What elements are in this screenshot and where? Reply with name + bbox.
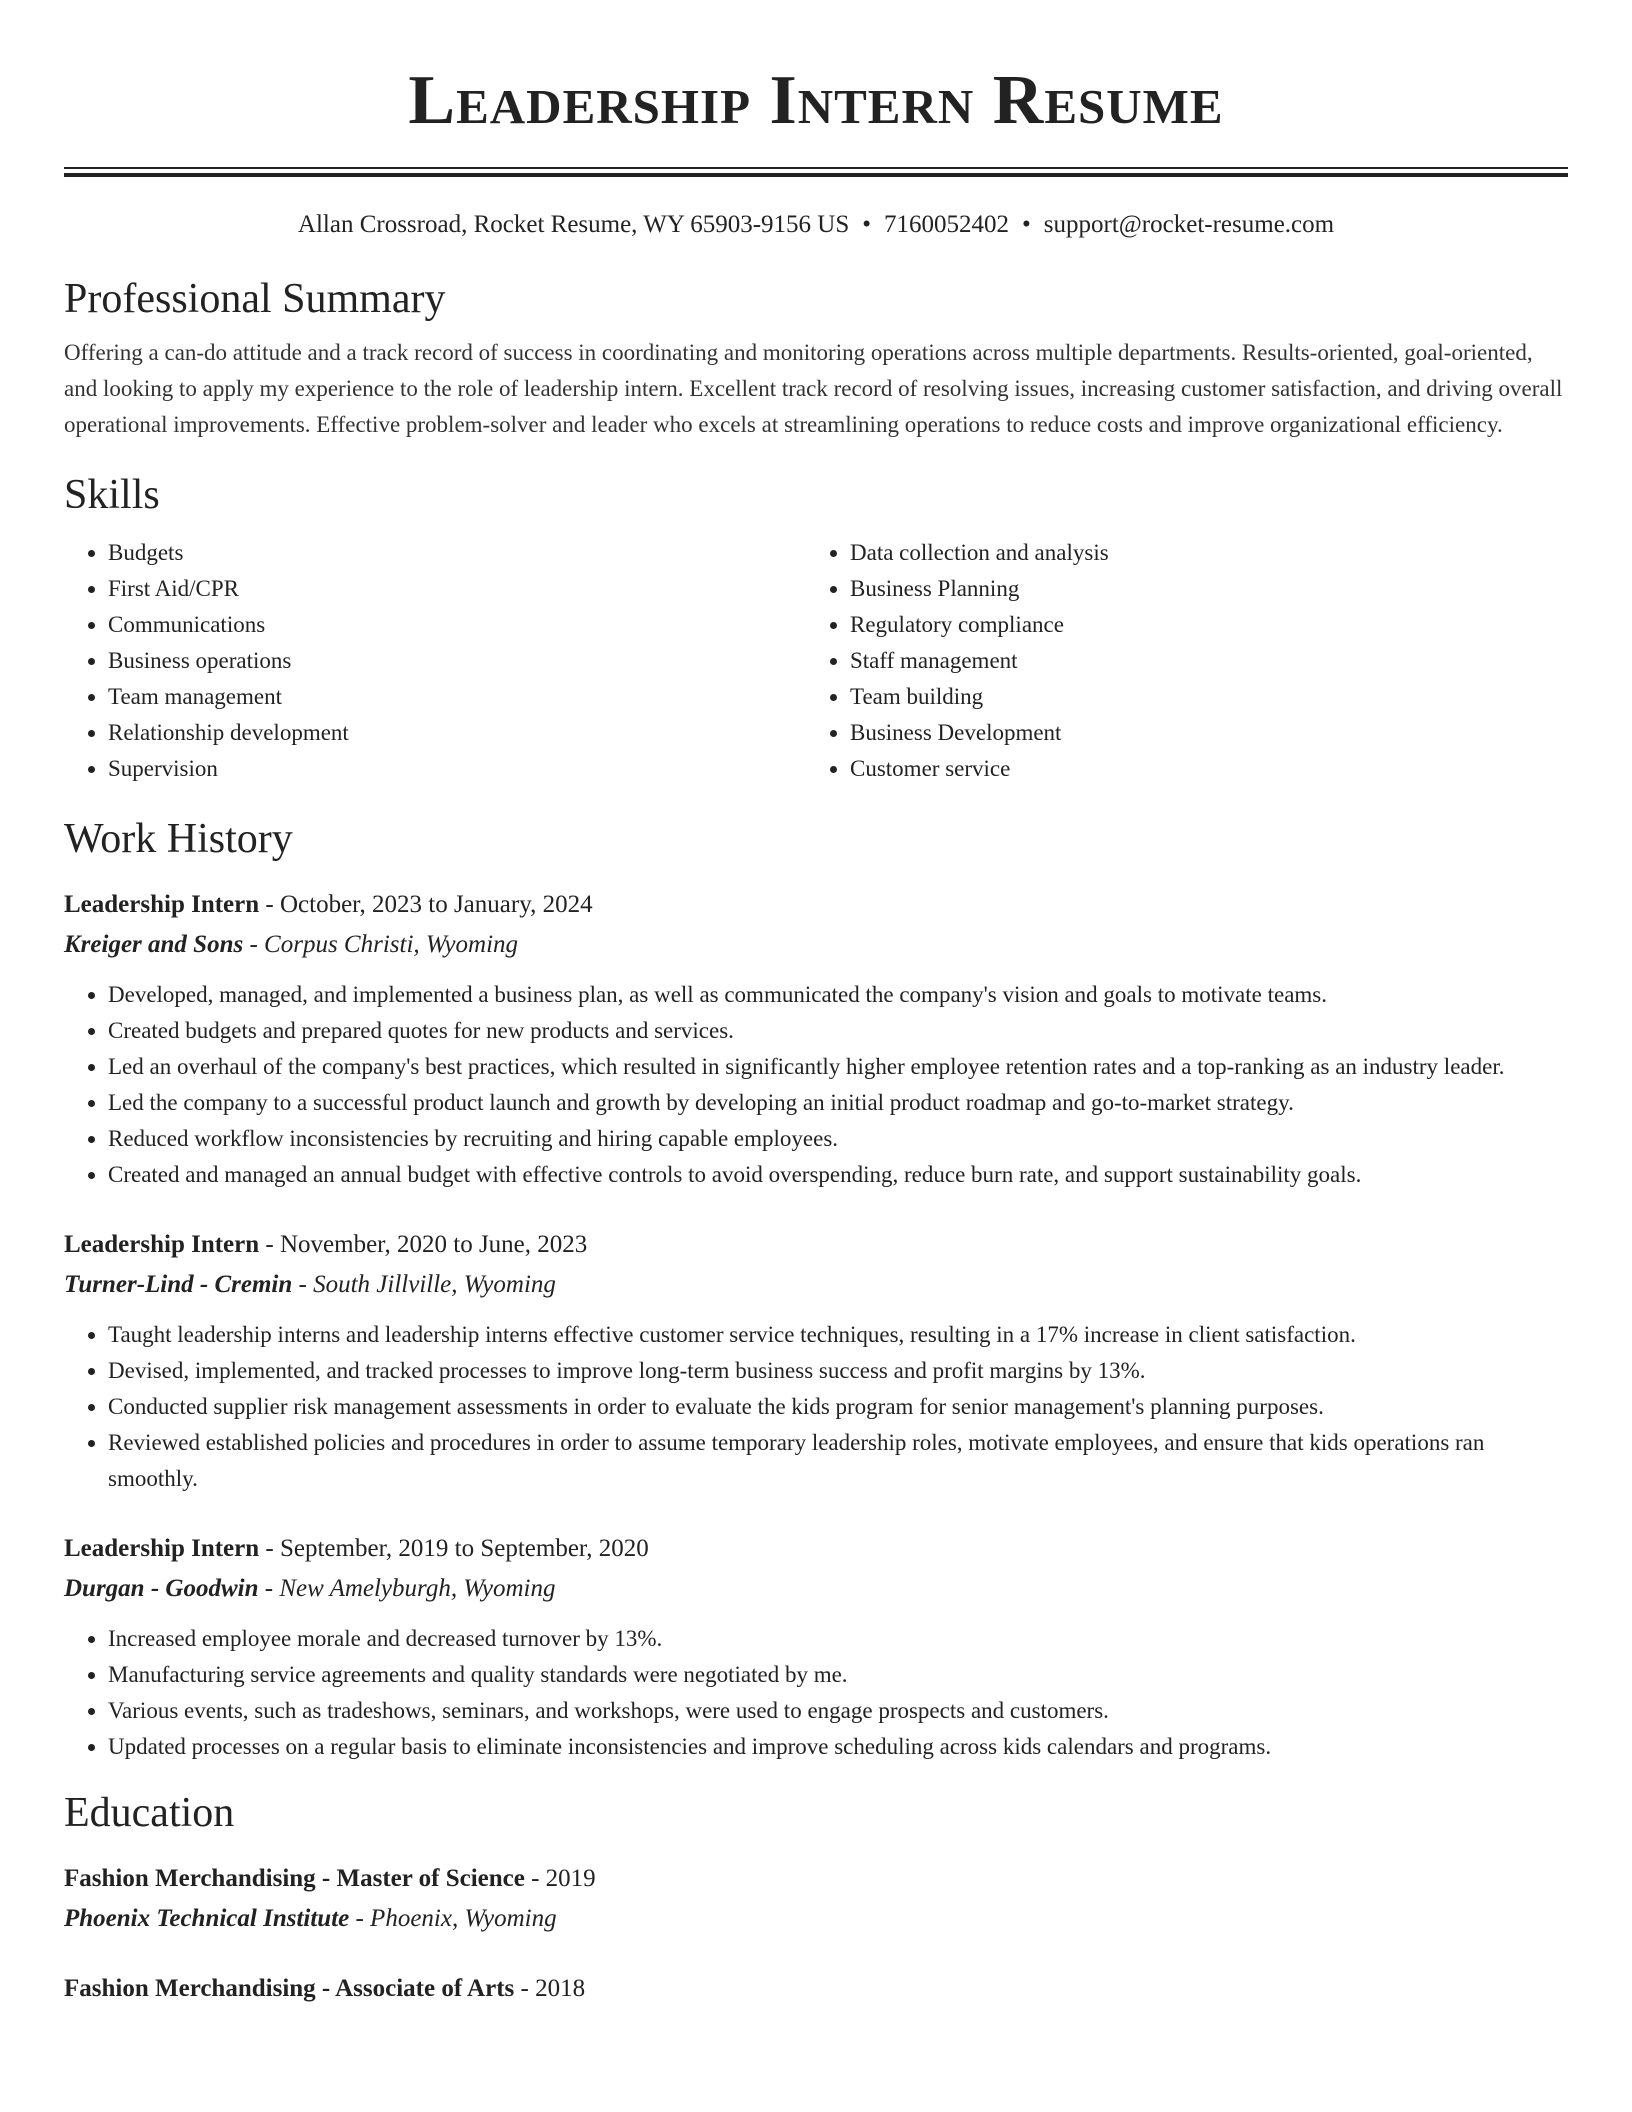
degree-line <box>64 1969 1568 2009</box>
company-name: Turner-Lind - Cremin <box>64 1271 293 1298</box>
job-bullet: • Led the company to a successful product launch and growth by developing an initial product roadmap and go-to-market strategy. <box>108 1085 1568 1121</box>
summary-heading: Professional Summary <box>64 276 446 322</box>
skill-item: • Team management <box>108 679 806 715</box>
job-bullets <box>64 1621 1568 1765</box>
skill-item: • Relationship development <box>108 715 806 751</box>
job-entry <box>64 1529 1568 1765</box>
school-name: Phoenix Technical Institute <box>64 1905 350 1932</box>
skill-item: • Business Planning <box>850 571 1548 607</box>
title-divider <box>64 167 1568 177</box>
job-title-line <box>64 885 1568 925</box>
degree-year: - 2019 <box>524 1865 596 1892</box>
job-bullet: • Manufacturing service agreements and quality standards were negotiated by me. <box>108 1657 1568 1693</box>
job-bullet: • Created and managed an annual budget with effective controls to avoid overspending, reduce burn rate, and support sustainability goals. <box>108 1157 1568 1193</box>
job-bullet: • Taught leadership interns and leadership interns effective customer service techniques, resulting in a 17% increase in client satisfaction. <box>108 1317 1568 1353</box>
contact-email: support@rocket-resume.com <box>1043 211 1335 238</box>
job-bullet: • Developed, managed, and implemented a business plan, as well as communicated the company's vision and goals to motivate teams. <box>108 977 1568 1013</box>
job-title: Leadership Intern <box>64 891 260 918</box>
job-title: Leadership Intern <box>64 1535 260 1562</box>
job-title-line <box>64 1225 1568 1265</box>
company-name: Durgan - Goodwin <box>64 1575 259 1602</box>
page-title: Leadership Intern Resume <box>408 62 1224 139</box>
skill-item: • Customer service <box>850 751 1548 787</box>
skill-item: • Regulatory compliance <box>850 607 1548 643</box>
work-history-heading: Work History <box>64 816 293 862</box>
job-dates: - September, 2019 to September, 2020 <box>259 1535 649 1562</box>
company-location: - South Jillville, Wyoming <box>292 1271 556 1298</box>
contact-address: Allan Crossroad, Rocket Resume, WY 65903-9156 US <box>297 211 850 238</box>
company-location: - Corpus Christi, Wyoming <box>243 931 519 958</box>
job-dates: - October, 2023 to January, 2024 <box>259 891 593 918</box>
job-bullets <box>64 1317 1568 1497</box>
education-heading: Education <box>64 1790 235 1836</box>
degree-name: Fashion Merchandising - Master of Science <box>64 1865 525 1892</box>
company-line <box>64 1569 1568 1609</box>
contact-separator: • <box>862 211 872 238</box>
job-title-line <box>64 1529 1568 1569</box>
job-bullet: • Updated processes on a regular basis to eliminate inconsistencies and improve scheduling across kids calendars and programs. <box>108 1729 1568 1765</box>
skill-item: • Business operations <box>108 643 806 679</box>
company-name: Kreiger and Sons <box>64 931 244 958</box>
job-entry <box>64 1225 1568 1497</box>
skills-column-right <box>806 535 1548 787</box>
skill-item: • Business Development <box>850 715 1548 751</box>
contact-line <box>64 209 1568 241</box>
job-bullet: • Various events, such as tradeshows, seminars, and workshops, were used to engage prospects and customers. <box>108 1693 1568 1729</box>
contact-phone: 7160052402 <box>884 211 1010 238</box>
skill-item: • First Aid/CPR <box>108 571 806 607</box>
skill-item: • Supervision <box>108 751 806 787</box>
skill-item: • Communications <box>108 607 806 643</box>
degree-line <box>64 1859 1568 1899</box>
skills-column-left <box>64 535 806 787</box>
job-bullet: • Increased employee morale and decreased turnover by 13%. <box>108 1621 1568 1657</box>
skill-item: • Team building <box>850 679 1548 715</box>
skills-list <box>64 535 1568 787</box>
contact-separator: • <box>1022 211 1031 238</box>
company-location: - New Amelyburgh, Wyoming <box>258 1575 556 1602</box>
company-line <box>64 1265 1568 1305</box>
job-title: Leadership Intern <box>64 1231 260 1258</box>
skills-heading: Skills <box>64 472 160 518</box>
job-bullet: • Led an overhaul of the company's best practices, which resulted in significantly higher employee retention rates and a top-ranking as an industry leader. <box>108 1049 1568 1085</box>
job-dates: - November, 2020 to June, 2023 <box>259 1231 588 1258</box>
job-bullets <box>64 977 1568 1193</box>
degree-name: Fashion Merchandising - Associate of Arts <box>64 1975 515 2002</box>
job-bullet: • Created budgets and prepared quotes for new products and services. <box>108 1013 1568 1049</box>
company-line <box>64 925 1568 965</box>
skill-item: • Data collection and analysis <box>850 535 1548 571</box>
degree-year: - 2018 <box>514 1975 586 2002</box>
job-bullet: • Conducted supplier risk management assessments in order to evaluate the kids program for senior management's planning purposes. <box>108 1389 1568 1425</box>
education-entry <box>64 1969 1568 2009</box>
school-line <box>64 1899 1568 1939</box>
school-location: - Phoenix, Wyoming <box>349 1905 557 1932</box>
job-bullet: • Devised, implemented, and tracked processes to improve long-term business success and profit margins by 13%. <box>108 1353 1568 1389</box>
summary-text: Offering a can-do attitude and a track record of success in coordinating and monitoring operations across multiple departments. Results-oriented, goal-oriented, and looking to apply my experience to the role of leadership intern. Excellent track record of resolving issues, increasing customer satisfaction, and driving overall operational improvements. Effective problem-solver and leader who excels at streamlining operations to reduce costs and improve organizational efficiency. <box>64 340 1563 437</box>
skill-item: • Staff management <box>850 643 1548 679</box>
job-bullet: • Reduced workflow inconsistencies by recruiting and hiring capable employees. <box>108 1121 1568 1157</box>
job-bullet: • Reviewed established policies and procedures in order to assume temporary leadership roles, motivate employees, and ensure that kids operations ran smoothly. <box>108 1425 1568 1497</box>
education-entry <box>64 1859 1568 1939</box>
job-entry <box>64 885 1568 1193</box>
resume-page <box>64 0 1568 2009</box>
skill-item: • Budgets <box>108 535 806 571</box>
